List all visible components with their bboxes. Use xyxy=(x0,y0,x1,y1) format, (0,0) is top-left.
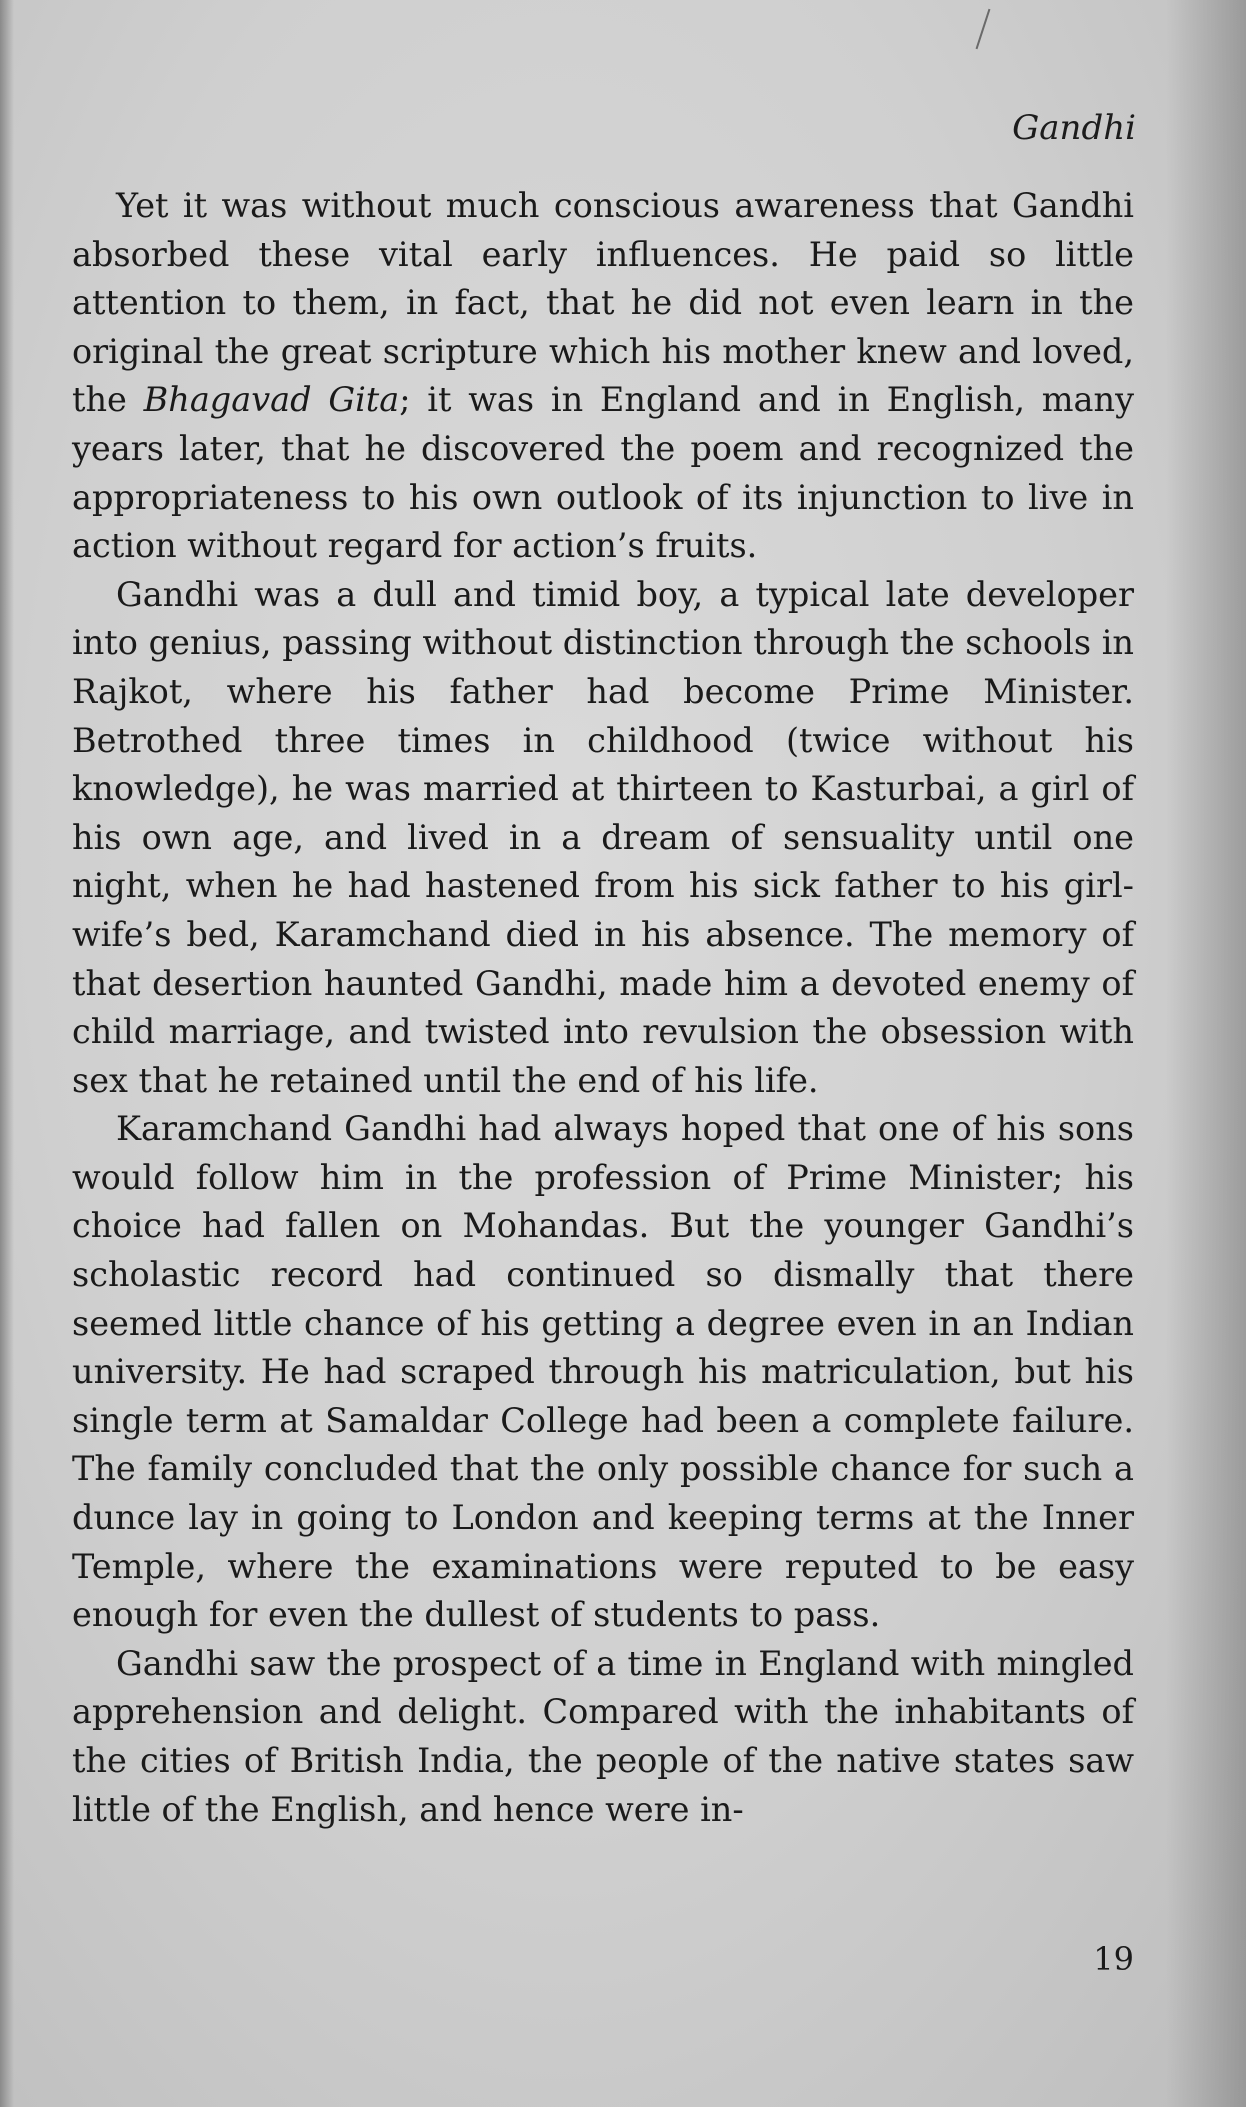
scripture-title: Bhagavad Gita xyxy=(143,380,400,420)
body-text xyxy=(72,182,1134,1834)
paragraph-text: ; it was in England and in English, many years later, that he discovered the poem and recognized the appropriateness to his own outlook of its injunction to live in action without regard for action’s fruits. xyxy=(72,380,1135,566)
page-edge-shadow xyxy=(1166,0,1246,2107)
page-gutter-shadow xyxy=(0,0,14,2107)
paragraph: Gandhi was a dull and timid boy, a typical late developer into genius, passing without distinction through the schools in Rajkot, where his father had become Prime Minister. Betrothed three times in childhood (twice without his knowledge), he was married at thirteen to Kasturbai, a girl of his own age, and lived in a dream of sensuality until one night, when he had hastened from his sick father to his girl-wife’s bed, Karamchand died in his absence. The memory of that desertion haunted Gandhi, made him a devoted enemy of child marriage, and twisted into revulsion the obsession with sex that he retained until the end of his life. xyxy=(72,574,1134,1100)
pencil-mark xyxy=(976,9,991,50)
paragraph: Gandhi saw the prospect of a time in England with mingled apprehension and delight. Compared with the inhabitants of the cities of British India, the people of the native states saw little of the English, and hence were in- xyxy=(72,1643,1134,1829)
paragraph xyxy=(72,182,1134,571)
running-head: Gandhi xyxy=(1012,108,1136,148)
page-number: 19 xyxy=(1093,1940,1134,1978)
paragraph-text: Yet it was without much conscious awareness that Gandhi absorbed these vital early influences. He paid so little attention to them, in fact, that he did not even learn in the original the great scripture which his mother knew and loved, the xyxy=(72,186,1134,420)
paragraph: Karamchand Gandhi had always hoped that one of his sons would follow him in the profession of Prime Minister; his choice had fallen on Mohandas. But the younger Gandhi’s scholastic record had continued so dismally that there seemed little chance of his getting a degree even in an Indian university. He had scraped through his matriculation, but his single term at Samaldar College had been a complete failure. The family concluded that the only possible chance for such a dunce lay in going to London and keeping terms at the Inner Temple, where the examinations were reputed to be easy enough for even the dullest of students to pass. xyxy=(72,1109,1134,1635)
